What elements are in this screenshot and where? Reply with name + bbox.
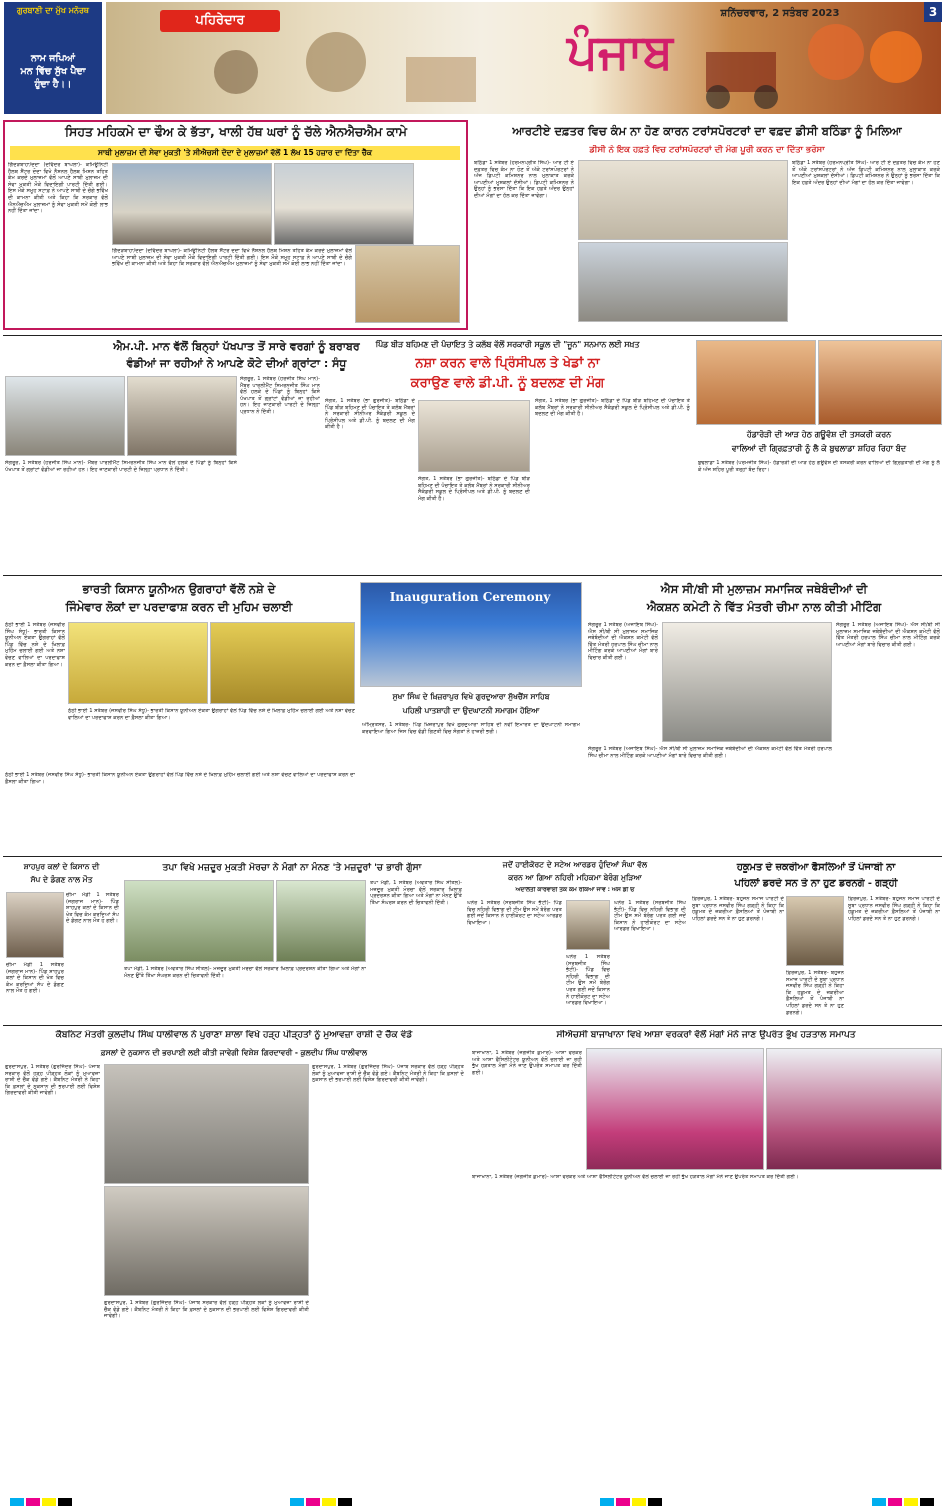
story-10-body-text-2: ਤਪਾ ਮੰਡੀ, 1 ਸਤੰਬਰ (ਅਵਤਾਰ ਸਿੰਘ ਸੀਤਲ)- ਮਜ਼ਦੂਰ ਮੁਕਤੀ ਮੋਰਚਾ ਵੱਲੋਂ ਸਰਕਾਰ ਖ਼ਿਲਾਫ਼ ਪ੍ਰਦਰਸ਼ਨ ਕੀਤਾ ਗਿਆ ਅਤੇ ਮੰਗਾਂ ਨਾ ਮੰਨਣ ਉੱਤੇ ਤਿੱਖਾ ਸੰਘਰਸ਼ ਕਰਨ ਦੀ ਚਿਤਾਵਨੀ ਦਿੱਤੀ। [370, 880, 462, 906]
story-12-headline-line1: ਹਕੂਮਤ ਦੇ ਜ਼ਕਰੀਆ ਫੈਸਲਿਆਂ ਤੋਂ ਪੰਜਾਬੀ ਨਾ [736, 862, 896, 873]
story-8-body-text-2: ਸੰਗਰੂਰ 1 ਸਤੰਬਰ (ਅਜਾਇਬ ਸਿੰਘ)- ਐਸ ਸੀ/ਬੀ ਸੀ ਮੁਲਾਜ਼ਮ ਸਮਾਜਿਕ ਜਥੇਬੰਦੀਆਂ ਦੀ ਐਕਸ਼ਨ ਕਮੇਟੀ ਵੱਲੋਂ ਵਿੱਤ ਮੰਤਰੀ ਹਰਪਾਲ ਸਿੰਘ ਚੀਮਾ ਨਾਲ ਮੀਟਿੰਗ ਕਰਕੇ ਆਪਣੀਆਂ ਮੰਗਾਂ ਬਾਰੇ ਵਿਚਾਰ ਕੀਤੀ ਗਈ। [836, 622, 940, 648]
story-12-body-text-3: ਫ਼ਿਰੋਜ਼ਪੁਰ, 1 ਸਤੰਬਰ- ਬਹੁਜਨ ਸਮਾਜ ਪਾਰਟੀ ਦੇ ਸੂਬਾ ਪ੍ਰਧਾਨ ਜਸਵੀਰ ਸਿੰਘ ਗੜ੍ਹੀ ਨੇ ਕਿਹਾ ਕਿ ਹਕੂਮਤ ਦੇ ਜ਼ਕਰੀਆ ਫ਼ੈਸਲਿਆਂ ਤੋਂ ਪੰਜਾਬੀ ਨਾ ਪਹਿਲਾਂ ਡਰਦੇ ਸਨ ਤੇ ਨਾ ਹੁਣ ਡਰਨਗੇ। [786, 970, 844, 1016]
story-2-photo-b [578, 242, 788, 322]
story-8-photo [662, 622, 832, 742]
story-13-body-text-3: ਗੁਰਦਾਸਪੁਰ, 1 ਸਤੰਬਰ (ਗੁਰਜਿੰਦਰ ਸਿੰਘ)- ਪੰਜਾਬ ਸਰਕਾਰ ਵੱਲੋਂ ਹੜ੍ਹ ਪੀੜ੍ਹਤ ਲੋਕਾਂ ਨੂੰ ਮੁਆਵਜ਼ਾ ਰਾਸ਼ੀ ਦੇ ਚੈੱਕ ਵੰਡੇ ਗਏ। ਕੈਬਨਿਟ ਮੰਤਰੀ ਨੇ ਕਿਹਾ ਕਿ ਫ਼ਸਲਾਂ ਦੇ ਨੁਕਸਾਨ ਦੀ ਭਰਪਾਈ ਲਈ ਵਿਸ਼ੇਸ਼ ਗਿਰਦਾਵਰੀ ਕੀਤੀ ਜਾਵੇਗੀ। [104, 1300, 309, 1320]
story-14-body-text: ਬਾਜਾਖਾਨਾ, 1 ਸਤੰਬਰ (ਜਗਜੀਤ ਕੁਮਾਰ)- ਆਸ਼ਾ ਵਰਕਰ ਅਤੇ ਆਸ਼ਾ ਫੈਸਿਲੀਟੇਟਰ ਯੂਨੀਅਨ ਵੱਲੋਂ ਚਲਾਈ ਜਾ ਰਹੀ ਭੁੱਖ ਹੜਤਾਲ ਮੰਗਾਂ ਮੰਨੇ ਜਾਣ ਉਪਰੰਤ ਸਮਾਪਤ ਕਰ ਦਿੱਤੀ ਗਈ। [472, 1050, 582, 1076]
story-13-photo-a [104, 1064, 309, 1184]
story-2-body [474, 160, 574, 330]
divider-row-4 [3, 1025, 942, 1026]
story-9-body [66, 892, 119, 1022]
story-2-photo-a [578, 160, 788, 240]
story-14-headline: ਸੀਐਚਸੀ ਬਾਜਾਖਾਨਾ ਵਿਖੇ ਆਸ਼ਾ ਵਰਕਰਾਂ ਵੱਲੋਂ ਮੰਗਾਂ ਮੰਨੇ ਜਾਣ ਉਪਰੰਤ ਭੁੱਖ ਹੜਤਾਲ ਸਮਾਪਤ [556, 1030, 856, 1040]
story-11-body-cont [614, 900, 686, 1022]
story-12-body-text: ਫ਼ਿਰੋਜ਼ਪੁਰ, 1 ਸਤੰਬਰ- ਬਹੁਜਨ ਸਮਾਜ ਪਾਰਟੀ ਦੇ ਸੂਬਾ ਪ੍ਰਧਾਨ ਜਸਵੀਰ ਸਿੰਘ ਗੜ੍ਹੀ ਨੇ ਕਿਹਾ ਕਿ ਹਕੂਮਤ ਦੇ ਜ਼ਕਰੀਆ ਫ਼ੈਸਲਿਆਂ ਤੋਂ ਪੰਜਾਬੀ ਨਾ ਪਹਿਲਾਂ ਡਰਦੇ ਸਨ ਤੇ ਨਾ ਹੁਣ ਡਰਨਗੇ। [692, 896, 784, 922]
story-10-headline: ਤਪਾ ਵਿਖੇ ਮਜ਼ਦੂਰ ਮੁਕਤੀ ਮੋਰਚਾ ਨੇ ਮੰਗਾਂ ਨਾ ਮੰਨਣ 'ਤੇ ਮਜ਼ਦੂਰਾਂ 'ਚ ਭਾਰੀ ਗੁੱਸਾ [162, 862, 422, 873]
story-9-headline-line1: ਸ਼ਾਹਪੁਰ ਕਲਾਂ ਦੇ ਕਿਸਾਨ ਦੀ [23, 862, 100, 871]
story-3-headline-line2: ਵੰਡੀਆਂ ਜਾ ਰਹੀਆਂ ਨੇ ਆਪਣੇ ਕੋਟੇ ਦੀਆਂ ਗ੍ਰਾਂਟਾ : ਸੰਧੂ [126, 357, 347, 370]
story-2-body-cont [792, 160, 940, 330]
story-6-body-text-3: ਠੱਠੀ ਭਾਈ 1 ਸਤੰਬਰ (ਜਸਵੀਰ ਸਿੰਘ ਸੰਧੂ)- ਭਾਰਤੀ ਕਿਸਾਨ ਯੂਨੀਅਨ ਏਕਤਾ ਉਗਰਾਹਾਂ ਵੱਲੋਂ ਪਿੰਡ ਵਿੱਚ ਨਸ਼ੇ ਦੇ ਖ਼ਿਲਾਫ਼ ਮੁਹਿੰਮ ਚਲਾਈ ਗਈ ਅਤੇ ਨਸ਼ਾ ਵੇਚਣ ਵਾਲਿਆਂ ਦਾ ਪਰਦਾਫਾਸ਼ ਕਰਨ ਦਾ ਫ਼ੈਸਲਾ ਕੀਤਾ ਗਿਆ। [68, 708, 355, 721]
story-5-body [698, 460, 940, 570]
story-4-kicker: ਪਿੰਡ ਬੀੜ ਬਹਿਮਣ ਦੀ ਪੰਚਾਇਤ ਤੇ ਕਲੱਬ ਵੱਲੋਂ ਸਰਕਾਰੀ ਸਕੂਲ ਦੀ "ਜੂਨ" ਸਨਮਾਨ ਲਈ ਸਖ਼ਤ [375, 340, 640, 349]
story-6-body [5, 622, 65, 770]
masthead [0, 0, 945, 118]
story-5-photo-a [696, 340, 816, 425]
story-8-headline-line2: ਐਕਸ਼ਨ ਕਮੇਟੀ ਨੇ ਵਿੱਤ ਮੰਤਰੀ ਚੀਮਾ ਨਾਲ ਕੀਤੀ ਮੀਟਿੰਗ [646, 600, 882, 614]
cyan-swatch [10, 1498, 24, 1506]
story-5-headline-line1: ਹੱਡਾਰੋੜੀ ਦੀ ਆੜ ਹੇਠ ਗਊਵੰਸ਼ ਦੀ ਤਸਕਰੀ ਕਰਨ [746, 430, 892, 439]
black-swatch-3 [648, 1498, 662, 1506]
story-5-body-text: ਬੁਢਲਾਡਾ 1 ਸਤੰਬਰ (ਪਰਮਜੀਤ ਸਿੰਘ)- ਹੱਡਾਰੋੜੀ ਦੀ ਆੜ ਹੇਠ ਗਊਵੰਸ਼ ਦੀ ਤਸਕਰੀ ਕਰਨ ਵਾਲਿਆਂ ਦੀ ਗ੍ਰਿਫ਼ਤਾਰੀ ਦੀ ਮੰਗ ਨੂੰ ਲੈ ਕੇ ਅੱਜ ਸ਼ਹਿਰ ਪੂਰੀ ਤਰ੍ਹਾਂ ਬੰਦ ਰਿਹਾ। [698, 460, 940, 473]
story-12-body-cont-2 [786, 970, 844, 1022]
story-8-body-cont-2 [588, 746, 832, 852]
yellow-swatch-4 [904, 1498, 918, 1506]
story-8-body-cont [836, 622, 940, 852]
story-4-headline-line2: ਕਰਾਉਣ ਵਾਲੇ ਡੀ.ਪੀ. ਨੂੰ ਬਦਲਣ ਦੀ ਮੰਗ [410, 376, 605, 391]
story-8-body [588, 622, 658, 742]
story-4-body-cont-2 [418, 476, 530, 570]
story-2-headline: ਆਰਟੀਏ ਦਫ਼ਤਰ ਵਿਚ ਕੰਮ ਨਾ ਹੋਣ ਕਾਰਨ ਟਰਾਂਸਪੋਰਟਰਾਂ ਦਾ ਵਫ਼ਦ ਡੀਸੀ ਬਠਿੰਡਾ ਨੂੰ ਮਿਲਿਆ [512, 124, 902, 138]
story-5-photo-b [818, 340, 942, 425]
black-swatch-4 [920, 1498, 934, 1506]
story-11-photo [566, 900, 610, 950]
story-1-photo-b [274, 163, 414, 245]
story-13-body-cont [312, 1064, 464, 1484]
story-13-body-text: ਗੁਰਦਾਸਪੁਰ, 1 ਸਤੰਬਰ (ਗੁਰਜਿੰਦਰ ਸਿੰਘ)- ਪੰਜਾਬ ਸਰਕਾਰ ਵੱਲੋਂ ਹੜ੍ਹ ਪੀੜ੍ਹਤ ਲੋਕਾਂ ਨੂੰ ਮੁਆਵਜ਼ਾ ਰਾਸ਼ੀ ਦੇ ਚੈੱਕ ਵੰਡੇ ਗਏ। ਕੈਬਨਿਟ ਮੰਤਰੀ ਨੇ ਕਿਹਾ ਕਿ ਫ਼ਸਲਾਂ ਦੇ ਨੁਕਸਾਨ ਦੀ ਭਰਪਾਈ ਲਈ ਵਿਸ਼ੇਸ਼ ਗਿਰਦਾਵਰੀ ਕੀਤੀ ਜਾਵੇਗੀ। [5, 1064, 100, 1097]
page-date: ਸ਼ਨਿੱਚਰਵਾਰ, 2 ਸਤੰਬਰ 2023 [720, 8, 840, 19]
cyan-swatch-4 [872, 1498, 886, 1506]
story-11-body-text-2: ਘਨੌਰ 1 ਸਤੰਬਰ (ਸਰਬਜੀਤ ਸਿੰਘ ਭੱਟੀ)- ਪਿੰਡ ਵਿਚ ਨਹਿਰੀ ਵਿਭਾਗ ਦੀ ਟੀਮ ਉਸ ਸਮੇਂ ਬੇਰੰਗ ਪਰਤ ਗਈ ਜਦੋਂ ਕਿਸਾਨ ਨੇ ਹਾਈਕੋਰਟ ਦਾ ਸਟੇਅ ਆਰਡਰ ਵਿਖਾਇਆ। [614, 900, 686, 933]
story-14-photo-a [586, 1048, 764, 1170]
yellow-swatch-3 [632, 1498, 646, 1506]
print-registration-bar [0, 1496, 945, 1507]
story-3-photo-b [127, 376, 237, 456]
story-3-body [5, 460, 237, 570]
story-1-body-text-2: ਗਿੱਦੜਬਾਹਾ/ਦੋਦਾ (ਦਵਿੰਦਰ ਬਾਘਲਾ)- ਕਮਿਊਨਿਟੀ ਹੈਲਥ ਸੈਂਟਰ ਦੋਦਾ ਵਿਖੇ ਨੈਸ਼ਨਲ ਹੈਲਥ ਮਿਸ਼ਨ ਤਹਿਤ ਕੰਮ ਕਰਦੇ ਮੁਲਾਜ਼ਮਾਂ ਵੱਲੋਂ ਆਪਣੇ ਸਾਥੀ ਮੁਲਾਜ਼ਮ ਦੀ ਸੇਵਾ ਮੁਕਤੀ ਮੌਕੇ ਵਿਦਾਇਗੀ ਪਾਰਟੀ ਦਿੱਤੀ ਗਈ। ਇਸ ਮੌਕੇ ਸਮੂਹ ਸਟਾਫ਼ ਨੇ ਆਪਣੇ ਸਾਥੀ ਦੇ ਚੰਗੇ ਭਵਿੱਖ ਦੀ ਕਾਮਨਾ ਕੀਤੀ ਅਤੇ ਕਿਹਾ ਕਿ ਸਰਕਾਰ ਵੱਲੋਂ ਐਨਐਚਐਮ ਮੁਲਾਜ਼ਮਾਂ ਨੂੰ ਸੇਵਾ ਮੁਕਤੀ ਸਮੇਂ ਕੋਈ ਲਾਭ ਨਹੀਂ ਦਿੱਤਾ ਜਾਂਦਾ। [112, 248, 352, 268]
story-11-body-text-3: ਘਨੌਰ 1 ਸਤੰਬਰ (ਸਰਬਜੀਤ ਸਿੰਘ ਭੱਟੀ)- ਪਿੰਡ ਵਿਚ ਨਹਿਰੀ ਵਿਭਾਗ ਦੀ ਟੀਮ ਉਸ ਸਮੇਂ ਬੇਰੰਗ ਪਰਤ ਗਈ ਜਦੋਂ ਕਿਸਾਨ ਨੇ ਹਾਈਕੋਰਟ ਦਾ ਸਟੇਅ ਆਰਡਰ ਵਿਖਾਇਆ। [566, 954, 610, 1007]
story-3-body-text: ਸੰਗਰੂਰ, 1 ਸਤੰਬਰ (ਹਰਜੀਤ ਸਿੰਘ ਮਾਨ)- ਮੈਂਬਰ ਪਾਰਲੀਮੈਂਟ ਸਿਮਰਨਜੀਤ ਸਿੰਘ ਮਾਨ ਵੱਲੋਂ ਹਲਕੇ ਦੇ ਪਿੰਡਾਂ ਨੂੰ ਬਿਨ੍ਹਾਂ ਕਿਸੇ ਪੱਖਪਾਤ ਤੋਂ ਗ੍ਰਾਂਟਾਂ ਵੰਡੀਆਂ ਜਾ ਰਹੀਆਂ ਹਨ। ਇਹ ਜਾਣਕਾਰੀ ਪਾਰਟੀ ਦੇ ਜ਼ਿਲ੍ਹਾ ਪ੍ਰਧਾਨ ਨੇ ਦਿੱਤੀ। [5, 460, 237, 473]
story-6-body-cont [5, 772, 355, 852]
story-12-photo [786, 896, 844, 966]
story-13-body [5, 1064, 100, 1484]
story-14-body [472, 1050, 582, 1170]
gurbani-box [4, 2, 102, 114]
divider-row-2 [3, 575, 942, 576]
story-7-headline-line2: ਪਹਿਲੀ ਪਾਤਸ਼ਾਹੀ ਦਾ ਉਦਘਾਟਨੀ ਸਮਾਗਮ ਹੋਇਆ [402, 706, 540, 715]
magenta-swatch [26, 1498, 40, 1506]
story-12-body-text-2: ਫ਼ਿਰੋਜ਼ਪੁਰ, 1 ਸਤੰਬਰ- ਬਹੁਜਨ ਸਮਾਜ ਪਾਰਟੀ ਦੇ ਸੂਬਾ ਪ੍ਰਧਾਨ ਜਸਵੀਰ ਸਿੰਘ ਗੜ੍ਹੀ ਨੇ ਕਿਹਾ ਕਿ ਹਕੂਮਤ ਦੇ ਜ਼ਕਰੀਆ ਫ਼ੈਸਲਿਆਂ ਤੋਂ ਪੰਜਾਬੀ ਨਾ ਪਹਿਲਾਂ ਡਰਦੇ ਸਨ ਤੇ ਨਾ ਹੁਣ ਡਰਨਗੇ। [848, 896, 940, 922]
story-8-headline-line1: ਐਸ ਸੀ/ਬੀ ਸੀ ਮੁਲਾਜ਼ਮ ਸਮਾਜਿਕ ਜਥੇਬੰਦੀਆਂ ਦੀ [660, 582, 868, 596]
story-6-headline-line1: ਭਾਰਤੀ ਕਿਸਾਨ ਯੂਨੀਅਨ ਉਗਰਾਹਾਂ ਵੱਲੋਂ ਨਸ਼ੇ ਦੇ [82, 582, 276, 596]
story-2-subhead: ਡੀਸੀ ਨੇ ਇਕ ਹਫ਼ਤੇ ਵਿਚ ਟਰਾਂਸਪੋਰਟਰਾਂ ਦੀ ਮੰਗ ਪੂਰੀ ਕਰਨ ਦਾ ਦਿੱਤਾ ਭਰੋਸਾ [589, 145, 825, 155]
story-13-photo-b [104, 1186, 309, 1296]
story-6-body-cont-2 [68, 708, 355, 770]
story-4-photo [418, 400, 530, 472]
story-12-body-cont [848, 896, 940, 1022]
story-4-body-text-2: ਸੰਗਤ, 1 ਸਤੰਬਰ (ਭਾ ਗੁਰਜੀਤ)- ਬਠਿੰਡਾ ਦੇ ਪਿੰਡ ਬੀੜ ਬਹਿਮਣ ਦੀ ਪੰਚਾਇਤ ਤੇ ਕਲੱਬ ਮੈਂਬਰਾਂ ਨੇ ਸਰਕਾਰੀ ਸੀਨੀਅਰ ਸੈਕੰਡਰੀ ਸਕੂਲ ਦੇ ਪ੍ਰਿੰਸੀਪਲ ਅਤੇ ਡੀ.ਪੀ. ਨੂੰ ਬਦਲਣ ਦੀ ਮੰਗ ਕੀਤੀ ਹੈ। [535, 398, 690, 418]
story-3-photo-a [5, 376, 125, 456]
story-4-body-text: ਸੰਗਤ, 1 ਸਤੰਬਰ (ਭਾ ਗੁਰਜੀਤ)- ਬਠਿੰਡਾ ਦੇ ਪਿੰਡ ਬੀੜ ਬਹਿਮਣ ਦੀ ਪੰਚਾਇਤ ਤੇ ਕਲੱਬ ਮੈਂਬਰਾਂ ਨੇ ਸਰਕਾਰੀ ਸੀਨੀਅਰ ਸੈਕੰਡਰੀ ਸਕੂਲ ਦੇ ਪ੍ਰਿੰਸੀਪਲ ਅਤੇ ਡੀ.ਪੀ. ਨੂੰ ਬਦਲਣ ਦੀ ਮੰਗ ਕੀਤੀ ਹੈ। [325, 398, 415, 431]
yellow-swatch [42, 1498, 56, 1506]
page-number: 3 [924, 2, 942, 22]
story-11-headline-line1: ਜਦੋਂ ਹਾਈਕੋਰਟ ਦੇ ਸਟੇਅ ਆਰਡਰ ਹੁੰਦਿਆਂ ਸੰਘਾ ਵੱਲ [502, 860, 648, 869]
magenta-swatch-4 [888, 1498, 902, 1506]
story-6-photo-a [68, 622, 208, 704]
story-4-headline-line1: ਨਸ਼ਾ ਕਰਨ ਵਾਲੇ ਪ੍ਰਿੰਸੀਪਲ ਤੇ ਖੇਡਾਂ ਨਾ [415, 356, 600, 371]
story-11-body-cont-2 [566, 954, 610, 1022]
paper-name-badge [160, 10, 280, 32]
story-1-subhead: ਸਾਥੀ ਮੁਲਾਜ਼ਮ ਦੀ ਸੇਵਾ ਮੁਕਤੀ 'ਤੇ ਸੀਐਚਸੀ ਦੋਦਾ ਦੇ ਮੁਲਾਜ਼ਮਾਂ ਵੱਲੋਂ 1 ਲੱਖ 15 ਹਜ਼ਾਰ ਦਾ ਦਿੱਤਾ ਚੈੱਕ [10, 146, 460, 160]
gurbani-quote-line2: ਮਨ ਵਿੱਚ ਸੁੱਖ ਪੈਦਾ [20, 66, 86, 77]
story-6-body-text: ਠੱਠੀ ਭਾਈ 1 ਸਤੰਬਰ (ਜਸਵੀਰ ਸਿੰਘ ਸੰਧੂ)- ਭਾਰਤੀ ਕਿਸਾਨ ਯੂਨੀਅਨ ਏਕਤਾ ਉਗਰਾਹਾਂ ਵੱਲੋਂ ਪਿੰਡ ਵਿੱਚ ਨਸ਼ੇ ਦੇ ਖ਼ਿਲਾਫ਼ ਮੁਹਿੰਮ ਚਲਾਈ ਗਈ ਅਤੇ ਨਸ਼ਾ ਵੇਚਣ ਵਾਲਿਆਂ ਦਾ ਪਰਦਾਫਾਸ਼ ਕਰਨ ਦਾ ਫ਼ੈਸਲਾ ਕੀਤਾ ਗਿਆ। [5, 622, 65, 668]
story-8-body-text: ਸੰਗਰੂਰ 1 ਸਤੰਬਰ (ਅਜਾਇਬ ਸਿੰਘ)- ਐਸ ਸੀ/ਬੀ ਸੀ ਮੁਲਾਜ਼ਮ ਸਮਾਜਿਕ ਜਥੇਬੰਦੀਆਂ ਦੀ ਐਕਸ਼ਨ ਕਮੇਟੀ ਵੱਲੋਂ ਵਿੱਤ ਮੰਤਰੀ ਹਰਪਾਲ ਸਿੰਘ ਚੀਮਾ ਨਾਲ ਮੀਟਿੰਗ ਕਰਕੇ ਆਪਣੀਆਂ ਮੰਗਾਂ ਬਾਰੇ ਵਿਚਾਰ ਕੀਤੀ ਗਈ। [588, 622, 658, 661]
story-1-photo-a [112, 163, 272, 245]
story-3-body-text-2: ਸੰਗਰੂਰ, 1 ਸਤੰਬਰ (ਹਰਜੀਤ ਸਿੰਘ ਮਾਨ)- ਮੈਂਬਰ ਪਾਰਲੀਮੈਂਟ ਸਿਮਰਨਜੀਤ ਸਿੰਘ ਮਾਨ ਵੱਲੋਂ ਹਲਕੇ ਦੇ ਪਿੰਡਾਂ ਨੂੰ ਬਿਨ੍ਹਾਂ ਕਿਸੇ ਪੱਖਪਾਤ ਤੋਂ ਗ੍ਰਾਂਟਾਂ ਵੰਡੀਆਂ ਜਾ ਰਹੀਆਂ ਹਨ। ਇਹ ਜਾਣਕਾਰੀ ਪਾਰਟੀ ਦੇ ਜ਼ਿਲ੍ਹਾ ਪ੍ਰਧਾਨ ਨੇ ਦਿੱਤੀ। [240, 376, 320, 415]
section-title: ਪੰਜਾਬ [567, 24, 673, 80]
gurbani-quote [10, 52, 96, 91]
story-4-body-cont [535, 398, 690, 570]
gurbani-quote-line3: ਹੁੰਦਾ ਹੈ।। [34, 79, 72, 90]
story-9-headline-line2: ਸੱਪ ਦੇ ਡੰਗਣ ਨਾਲ ਮੌਤ [30, 875, 93, 884]
story-13-body-text-2: ਗੁਰਦਾਸਪੁਰ, 1 ਸਤੰਬਰ (ਗੁਰਜਿੰਦਰ ਸਿੰਘ)- ਪੰਜਾਬ ਸਰਕਾਰ ਵੱਲੋਂ ਹੜ੍ਹ ਪੀੜ੍ਹਤ ਲੋਕਾਂ ਨੂੰ ਮੁਆਵਜ਼ਾ ਰਾਸ਼ੀ ਦੇ ਚੈੱਕ ਵੰਡੇ ਗਏ। ਕੈਬਨਿਟ ਮੰਤਰੀ ਨੇ ਕਿਹਾ ਕਿ ਫ਼ਸਲਾਂ ਦੇ ਨੁਕਸਾਨ ਦੀ ਭਰਪਾਈ ਲਈ ਵਿਸ਼ੇਸ਼ ਗਿਰਦਾਵਰੀ ਕੀਤੀ ਜਾਵੇਗੀ। [312, 1064, 464, 1084]
story-1-photo-c [355, 245, 460, 323]
story-11-headline-line2: ਕਰਨ ਆ ਗਿਆ ਨਹਿਰੀ ਮਹਿਕਮਾ ਬੇਰੰਗ ਮੁੜਿਆ [508, 873, 642, 882]
yellow-swatch-2 [322, 1498, 336, 1506]
story-10-photo-a [124, 880, 274, 962]
divider-row-1 [3, 335, 942, 336]
cyan-swatch-3 [600, 1498, 614, 1506]
story-13-subhead: ਫ਼ਸਲਾਂ ਦੇ ਨੁਕਸਾਨ ਦੀ ਭਰਪਾਈ ਲਈ ਕੀਤੀ ਜਾਵੇਗੀ ਵਿਸ਼ੇਸ਼ ਗਿਰਦਾਵਰੀ - ਕੁਲਦੀਪ ਸਿੰਘ ਧਾਲੀਵਾਲ [100, 1048, 368, 1057]
story-7-body-text: ਅੰਮ੍ਰਿਤਸਰ, 1 ਸਤੰਬਰ- ਪਿੰਡ ਖ਼ਿਜ਼ਰਾਪੁਰ ਵਿਖੇ ਗੁਰਦੁਆਰਾ ਸਾਹਿਬ ਦੀ ਨਵੀਂ ਇਮਾਰਤ ਦਾ ਉਦਘਾਟਨੀ ਸਮਾਗਮ ਕਰਵਾਇਆ ਗਿਆ ਜਿਸ ਵਿਚ ਵੱਡੀ ਗਿਣਤੀ ਵਿਚ ਸੰਗਤਾਂ ਨੇ ਹਾਜ਼ਰੀ ਭਰੀ। [362, 722, 580, 735]
magenta-swatch-2 [306, 1498, 320, 1506]
story-3-headline-line1: ਐਮ.ਪੀ. ਮਾਨ ਵੱਲੋਂ ਬਿਨ੍ਹਾਂ ਪੱਖਪਾਤ ਤੋਂ ਸਾਰੇ ਵਰਗਾਂ ਨੂੰ ਬਰਾਬਰ [113, 340, 360, 353]
magenta-swatch-3 [616, 1498, 630, 1506]
story-8-body-text-3: ਸੰਗਰੂਰ 1 ਸਤੰਬਰ (ਅਜਾਇਬ ਸਿੰਘ)- ਐਸ ਸੀ/ਬੀ ਸੀ ਮੁਲਾਜ਼ਮ ਸਮਾਜਿਕ ਜਥੇਬੰਦੀਆਂ ਦੀ ਐਕਸ਼ਨ ਕਮੇਟੀ ਵੱਲੋਂ ਵਿੱਤ ਮੰਤਰੀ ਹਰਪਾਲ ਸਿੰਘ ਚੀਮਾ ਨਾਲ ਮੀਟਿੰਗ ਕਰਕੇ ਆਪਣੀਆਂ ਮੰਗਾਂ ਬਾਰੇ ਵਿਚਾਰ ਕੀਤੀ ਗਈ। [588, 746, 832, 759]
black-swatch [58, 1498, 72, 1506]
gurbani-title: ਗੁਰਬਾਣੀ ਦਾ ਮੁੱਖ ਮਨੋਰਥ [17, 6, 89, 15]
divider-row-3 [3, 856, 942, 857]
story-12-headline-line2: ਪਹਿਲਾਂ ਡਰਦੇ ਸਨ ਤੇ ਨਾ ਹੁਣ ਡਰਨਗੇ - ਗੜ੍ਹੀ [734, 878, 898, 889]
story-9-body-cont [6, 962, 64, 1022]
story-11-body [467, 900, 562, 1022]
story-7-photo-banner: Inauguration Ceremony [389, 590, 551, 604]
story-1-body [8, 162, 108, 322]
gurbani-quote-line1: ਨਾਮ ਜਪਿਆਂ [31, 53, 75, 64]
story-13-body-cont-2 [104, 1300, 309, 1484]
story-11-subhead: ਅਦਾਲਤੀ ਕਾਰਵਾਈ ਤੱਕ ਕੰਮ ਰੋਕਿਆ ਜਾਵੇ : ਐਸ ਡੀ ਓ [515, 887, 635, 893]
story-11-body-text: ਘਨੌਰ 1 ਸਤੰਬਰ (ਸਰਬਜੀਤ ਸਿੰਘ ਭੱਟੀ)- ਪਿੰਡ ਵਿਚ ਨਹਿਰੀ ਵਿਭਾਗ ਦੀ ਟੀਮ ਉਸ ਸਮੇਂ ਬੇਰੰਗ ਪਰਤ ਗਈ ਜਦੋਂ ਕਿਸਾਨ ਨੇ ਹਾਈਕੋਰਟ ਦਾ ਸਟੇਅ ਆਰਡਰ ਵਿਖਾਇਆ। [467, 900, 562, 926]
story-9-photo [6, 892, 64, 958]
black-swatch-2 [338, 1498, 352, 1506]
story-6-photo-b [210, 622, 355, 704]
story-5-headline-line2: ਵਾਲਿਆਂ ਦੀ ਗ੍ਰਿਫ਼ਤਾਰੀ ਨੂੰ ਲੈ ਕੇ ਬੁਢਲਾਡਾ ਸ਼ਹਿਰ ਰਿਹਾ ਬੰਦ [731, 444, 907, 453]
story-14-body-cont [472, 1174, 942, 1484]
paper-name: ਪਹਿਰੇਦਾਰ [195, 13, 245, 28]
story-4-body [325, 398, 415, 570]
story-9-body-text: ਚੀਮਾ ਮੰਡੀ 1 ਸਤੰਬਰ (ਜਗਰਾਜ ਮਾਨ)- ਪਿੰਡ ਸ਼ਾਹਪੁਰ ਕਲਾਂ ਦੇ ਕਿਸਾਨ ਦੀ ਖੇਤ ਵਿਚ ਕੰਮ ਕਰਦਿਆਂ ਸੱਪ ਦੇ ਡੰਗਣ ਨਾਲ ਮੌਤ ਹੋ ਗਈ। [66, 892, 119, 925]
story-10-body-text: ਤਪਾ ਮੰਡੀ, 1 ਸਤੰਬਰ (ਅਵਤਾਰ ਸਿੰਘ ਸੀਤਲ)- ਮਜ਼ਦੂਰ ਮੁਕਤੀ ਮੋਰਚਾ ਵੱਲੋਂ ਸਰਕਾਰ ਖ਼ਿਲਾਫ਼ ਪ੍ਰਦਰਸ਼ਨ ਕੀਤਾ ਗਿਆ ਅਤੇ ਮੰਗਾਂ ਨਾ ਮੰਨਣ ਉੱਤੇ ਤਿੱਖਾ ਸੰਘਰਸ਼ ਕਰਨ ਦੀ ਚਿਤਾਵਨੀ ਦਿੱਤੀ। [124, 966, 366, 979]
story-3-body-cont [240, 376, 320, 570]
story-14-body-text-2: ਬਾਜਾਖਾਨਾ, 1 ਸਤੰਬਰ (ਜਗਜੀਤ ਕੁਮਾਰ)- ਆਸ਼ਾ ਵਰਕਰ ਅਤੇ ਆਸ਼ਾ ਫੈਸਿਲੀਟੇਟਰ ਯੂਨੀਅਨ ਵੱਲੋਂ ਚਲਾਈ ਜਾ ਰਹੀ ਭੁੱਖ ਹੜਤਾਲ ਮੰਗਾਂ ਮੰਨੇ ਜਾਣ ਉਪਰੰਤ ਸਮਾਪਤ ਕਰ ਦਿੱਤੀ ਗਈ। [472, 1174, 799, 1180]
story-9-body-text-2: ਚੀਮਾ ਮੰਡੀ 1 ਸਤੰਬਰ (ਜਗਰਾਜ ਮਾਨ)- ਪਿੰਡ ਸ਼ਾਹਪੁਰ ਕਲਾਂ ਦੇ ਕਿਸਾਨ ਦੀ ਖੇਤ ਵਿਚ ਕੰਮ ਕਰਦਿਆਂ ਸੱਪ ਦੇ ਡੰਗਣ ਨਾਲ ਮੌਤ ਹੋ ਗਈ। [6, 962, 64, 995]
story-6-headline-line2: ਜਿੰਮੇਵਾਰ ਲੋਕਾਂ ਦਾ ਪਰਦਾਫਾਸ਼ ਕਰਨ ਦੀ ਮੁਹਿਮ ਚਲਾਈ [65, 600, 293, 614]
story-6-body-text-2: ਠੱਠੀ ਭਾਈ 1 ਸਤੰਬਰ (ਜਸਵੀਰ ਸਿੰਘ ਸੰਧੂ)- ਭਾਰਤੀ ਕਿਸਾਨ ਯੂਨੀਅਨ ਏਕਤਾ ਉਗਰਾਹਾਂ ਵੱਲੋਂ ਪਿੰਡ ਵਿੱਚ ਨਸ਼ੇ ਦੇ ਖ਼ਿਲਾਫ਼ ਮੁਹਿੰਮ ਚਲਾਈ ਗਈ ਅਤੇ ਨਸ਼ਾ ਵੇਚਣ ਵਾਲਿਆਂ ਦਾ ਪਰਦਾਫਾਸ਼ ਕਰਨ ਦਾ ਫ਼ੈਸਲਾ ਕੀਤਾ ਗਿਆ। [5, 772, 355, 785]
story-1-body-text: ਗਿੱਦੜਬਾਹਾ/ਦੋਦਾ (ਦਵਿੰਦਰ ਬਾਘਲਾ)- ਕਮਿਊਨਿਟੀ ਹੈਲਥ ਸੈਂਟਰ ਦੋਦਾ ਵਿਖੇ ਨੈਸ਼ਨਲ ਹੈਲਥ ਮਿਸ਼ਨ ਤਹਿਤ ਕੰਮ ਕਰਦੇ ਮੁਲਾਜ਼ਮਾਂ ਵੱਲੋਂ ਆਪਣੇ ਸਾਥੀ ਮੁਲਾਜ਼ਮ ਦੀ ਸੇਵਾ ਮੁਕਤੀ ਮੌਕੇ ਵਿਦਾਇਗੀ ਪਾਰਟੀ ਦਿੱਤੀ ਗਈ। ਇਸ ਮੌਕੇ ਸਮੂਹ ਸਟਾਫ਼ ਨੇ ਆਪਣੇ ਸਾਥੀ ਦੇ ਚੰਗੇ ਭਵਿੱਖ ਦੀ ਕਾਮਨਾ ਕੀਤੀ ਅਤੇ ਕਿਹਾ ਕਿ ਸਰਕਾਰ ਵੱਲੋਂ ਐਨਐਚਐਮ ਮੁਲਾਜ਼ਮਾਂ ਨੂੰ ਸੇਵਾ ਮੁਕਤੀ ਸਮੇਂ ਕੋਈ ਲਾਭ ਨਹੀਂ ਦਿੱਤਾ ਜਾਂਦਾ। [8, 162, 108, 215]
story-2-body-text-2: ਬਠਿੰਡਾ 1 ਸਤੰਬਰ (ਹਰਮਨਪ੍ਰੀਤ ਸਿੰਘ)- ਆਰ ਟੀ ਏ ਦਫ਼ਤਰ ਵਿਚ ਕੰਮ ਨਾ ਹੋਣ ਤੋਂ ਅੱਕੇ ਟਰਾਂਸਪੋਰਟਰਾਂ ਨੇ ਅੱਜ ਡਿਪਟੀ ਕਮਿਸ਼ਨਰ ਨਾਲ ਮੁਲਾਕਾਤ ਕਰਕੇ ਆਪਣੀਆਂ ਮੁਸ਼ਕਲਾਂ ਦੱਸੀਆਂ। ਡਿਪਟੀ ਕਮਿਸ਼ਨਰ ਨੇ ਉਨ੍ਹਾਂ ਨੂੰ ਭਰੋਸਾ ਦਿੱਤਾ ਕਿ ਇਕ ਹਫ਼ਤੇ ਅੰਦਰ ਉਨ੍ਹਾਂ ਦੀਆਂ ਮੰਗਾਂ ਦਾ ਹੱਲ ਕਰ ਦਿੱਤਾ ਜਾਵੇਗਾ। [792, 160, 940, 186]
story-10-body-cont [370, 880, 462, 1022]
story-7-headline-line1: ਸੁਖਾ ਸਿੰਘ ਦੇ ਖ਼ਿਜ਼ਰਾਪੁਰ ਵਿਖੇ ਗੁਰਦੁਆਰਾ ਸੁੱਖਚੈਂਸ ਸਾਹਿਬ [392, 692, 550, 701]
story-7-body [362, 722, 580, 852]
story-2-body-text: ਬਠਿੰਡਾ 1 ਸਤੰਬਰ (ਹਰਮਨਪ੍ਰੀਤ ਸਿੰਘ)- ਆਰ ਟੀ ਏ ਦਫ਼ਤਰ ਵਿਚ ਕੰਮ ਨਾ ਹੋਣ ਤੋਂ ਅੱਕੇ ਟਰਾਂਸਪੋਰਟਰਾਂ ਨੇ ਅੱਜ ਡਿਪਟੀ ਕਮਿਸ਼ਨਰ ਨਾਲ ਮੁਲਾਕਾਤ ਕਰਕੇ ਆਪਣੀਆਂ ਮੁਸ਼ਕਲਾਂ ਦੱਸੀਆਂ। ਡਿਪਟੀ ਕਮਿਸ਼ਨਰ ਨੇ ਉਨ੍ਹਾਂ ਨੂੰ ਭਰੋਸਾ ਦਿੱਤਾ ਕਿ ਇਕ ਹਫ਼ਤੇ ਅੰਦਰ ਉਨ੍ਹਾਂ ਦੀਆਂ ਮੰਗਾਂ ਦਾ ਹੱਲ ਕਰ ਦਿੱਤਾ ਜਾਵੇਗਾ। [474, 160, 574, 199]
story-1-body-cont [112, 248, 352, 324]
story-14-photo-b [766, 1048, 942, 1170]
story-13-headline: ਕੈਬਨਿਟ ਮੰਤਰੀ ਕੁਲਦੀਪ ਸਿੰਘ ਧਾਲੀਵਾਲ ਨੇ ਪੁਰਾਣਾ ਸ਼ਾਲਾ ਵਿਖੇ ਹੜ੍ਹ ਪੀੜ੍ਹਤਾਂ ਨੂੰ ਮੁਆਵਜ਼ਾ ਰਾਸ਼ੀ ਦੇ ਚੈੱਕ ਵੰਡੇ [55, 1030, 413, 1040]
story-12-body [692, 896, 784, 1022]
story-10-body [124, 966, 366, 1022]
story-1-headline: ਸਿਹਤ ਮਹਿਕਮੇ ਦਾ ਢੌਅ ਕੇ ਭੱਤਾ, ਖਾਲੀ ਹੱਥ ਘਰਾਂ ਨੂੰ ਚੱਲੇ ਐਨਐਚਐਮ ਕਾਮੇ [64, 124, 408, 139]
cyan-swatch-2 [290, 1498, 304, 1506]
story-10-photo-b [276, 880, 366, 962]
story-4-body-text-3: ਸੰਗਤ, 1 ਸਤੰਬਰ (ਭਾ ਗੁਰਜੀਤ)- ਬਠਿੰਡਾ ਦੇ ਪਿੰਡ ਬੀੜ ਬਹਿਮਣ ਦੀ ਪੰਚਾਇਤ ਤੇ ਕਲੱਬ ਮੈਂਬਰਾਂ ਨੇ ਸਰਕਾਰੀ ਸੀਨੀਅਰ ਸੈਕੰਡਰੀ ਸਕੂਲ ਦੇ ਪ੍ਰਿੰਸੀਪਲ ਅਤੇ ਡੀ.ਪੀ. ਨੂੰ ਬਦਲਣ ਦੀ ਮੰਗ ਕੀਤੀ ਹੈ। [418, 476, 530, 502]
